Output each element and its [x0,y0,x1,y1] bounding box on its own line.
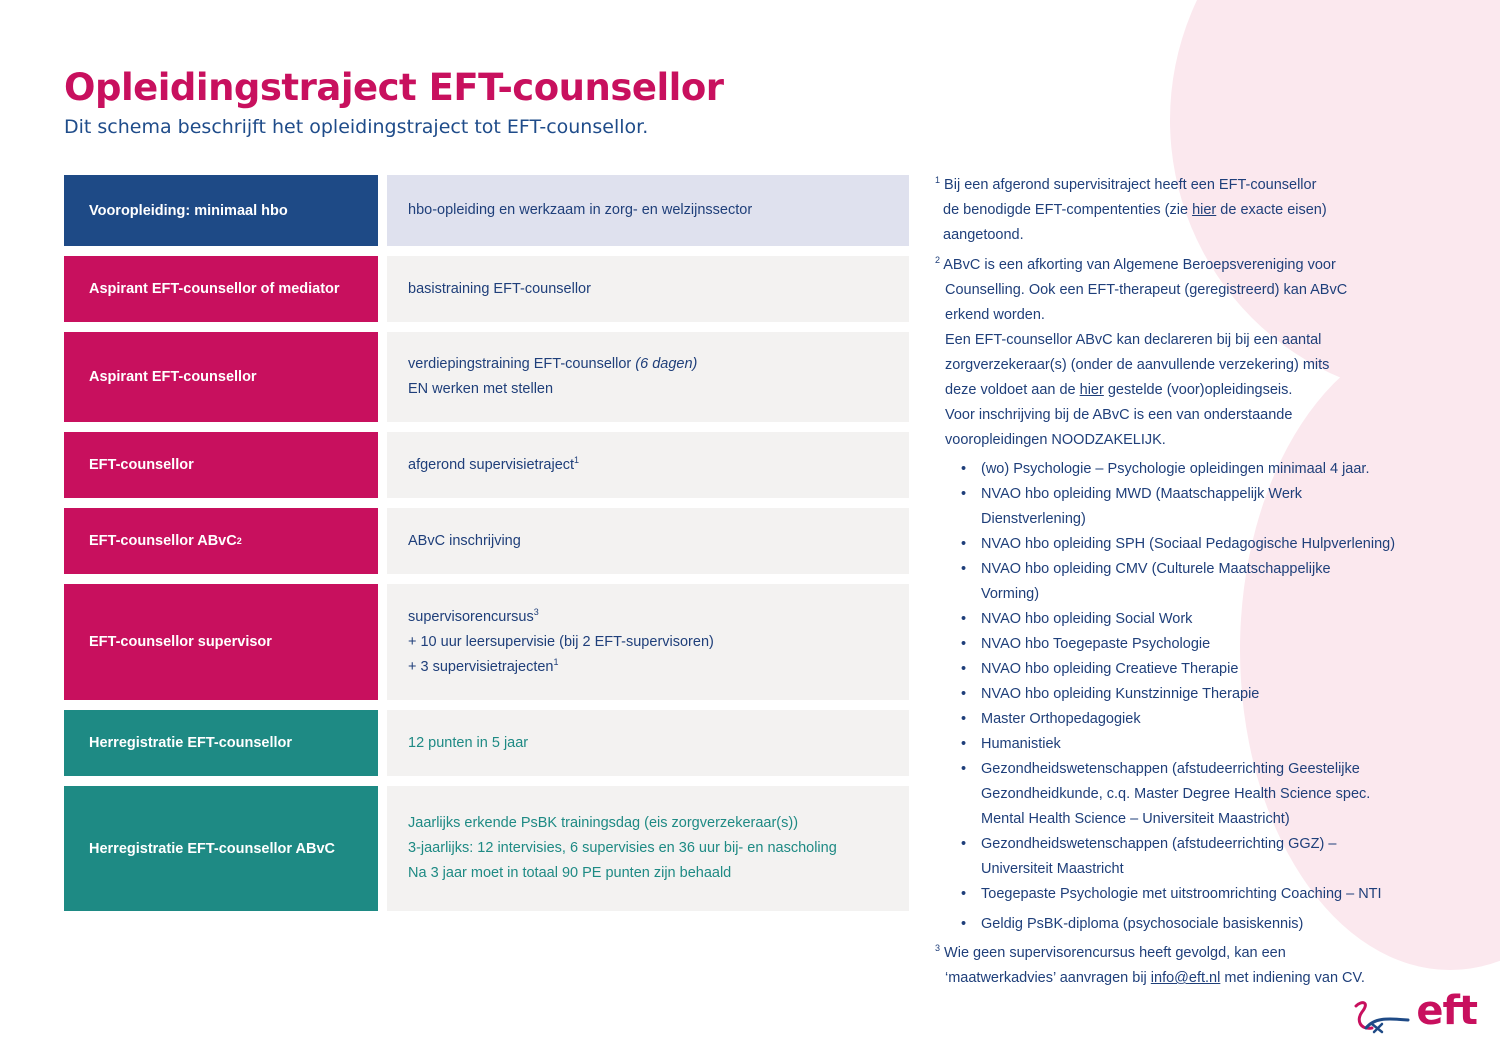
schema-label: Vooropleiding: minimaal hbo [64,175,378,246]
list-item: • NVAO hbo opleiding CMV (Culturele Maatschappelijke Vorming) [935,557,1455,607]
page-title: Opleidingstraject EFT-counsellor [64,66,724,109]
logo-text: eft [1416,988,1477,1034]
schema-cell [387,256,909,322]
schema-row-counsellor-abvc [64,508,909,574]
schema-cell [387,332,909,422]
footnote-text: Wie geen supervisorencursus heeft gevolgd, kan een [944,945,1286,961]
list-item: • Gezondheidswetenschappen (afstudeerrichting Geestelijke Gezondheidkunde, c.q. Master Degree Health Science spec. Mental Health Science – Universiteit Maastricht) [935,757,1455,832]
footnotes [935,173,1455,991]
footnote-text: de exacte eisen) [1216,202,1327,218]
footnote-marker: 2 [935,255,941,266]
schema-row-counsellor [64,432,909,498]
footnote-text: ‘maatwerkadvies’ aanvragen bij [945,970,1151,986]
schema-row-herregistratie [64,710,909,776]
list-item: • Master Orthopedagogiek [935,707,1455,732]
schema-cell-line: Na 3 jaar moet in totaal 90 PE punten zijn behaald [408,865,732,881]
schema-cell-line: 12 punten in 5 jaar [408,734,529,751]
schema-label-text: EFT-counsellor ABvC [89,533,237,549]
schema-label: EFT-counsellor [64,432,378,498]
list-item: • NVAO hbo opleiding Creatieve Therapie [935,657,1455,682]
schema-cell-line: + 10 uur leersupervisie (bij 2 EFT-supervisoren) [408,633,714,650]
schema-label: Herregistratie EFT-counsellor ABvC [64,786,378,911]
schema-cell-duration: (6 dagen) [635,356,698,372]
schema-label: EFT-counsellor ABvC 2 [64,508,378,574]
list-item: • NVAO hbo opleiding Kunstzinnige Therapie [935,682,1455,707]
schema-cell-line: 3-jaarlijks: 12 intervisies, 6 supervisies en 36 uur bij- en nascholing [408,840,837,856]
list-item: • NVAO hbo opleiding MWD (Maatschappelijk Werk Dienstverlening) [935,482,1455,532]
footnote-marker: 1 [574,454,580,465]
schema-cell-line: ABvC inschrijving [408,532,521,549]
list-item: • Geldig PsBK-diploma (psychosociale basiskennis) [935,912,1455,937]
schema-label: Aspirant EFT-counsellor of mediator [64,256,378,322]
footnote-text: zorgverzekeraar(s) (onder de aanvullende verzekering) mits [945,357,1330,373]
footnote-3 [935,941,1455,991]
schema-row-aspirant [64,332,909,422]
list-item: • NVAO hbo opleiding Social Work [935,607,1455,632]
schema-cell [387,584,909,700]
footnote-marker: 1 [553,656,559,667]
footnote-1 [935,173,1455,248]
schema-cell-line [408,655,909,680]
footnote-text: ABvC is een afkorting van Algemene Beroepsvereniging voor [943,257,1336,273]
email-link[interactable]: info@eft.nl [1150,970,1221,986]
schema-label: Herregistratie EFT-counsellor [64,710,378,776]
schema-cell-line: basistraining EFT-counsellor [408,280,591,297]
list-item: • Humanistiek [935,732,1455,757]
footnote-text: Voor inschrijving bij de ABvC is een van onderstaande [945,407,1293,423]
page-subtitle: Dit schema beschrijft het opleidingstraject tot EFT-counsellor. [64,116,649,138]
vooropleidingen-list [935,457,1455,937]
footnote-text: Bij een afgerond supervisitraject heeft een EFT-counsellor [944,177,1317,193]
footnote-2 [935,253,1455,453]
footnote-text: vooropleidingen NOODZAKELIJK. [945,432,1166,448]
schema-row-aspirant-mediator [64,256,909,322]
logo-mark-icon [1352,998,1414,1038]
footnote-text: Een EFT-counsellor ABvC kan declareren bij bij een aantal [945,332,1322,348]
schema-cell-text: verdiepingstraining EFT-counsellor [408,356,632,372]
schema-cell [387,432,909,498]
hier-link[interactable]: hier [1079,382,1104,398]
list-item: • (wo) Psychologie – Psychologie opleidingen minimaal 4 jaar. [935,457,1455,482]
schema-label: EFT-counsellor supervisor [64,584,378,700]
schema-cell-line [408,605,909,630]
schema-cell-text: + 3 supervisietrajecten [408,658,554,675]
schema-row-herregistratie-abvc [64,786,909,911]
footnote-text: Counselling. Ook een EFT-therapeut (geregistreerd) kan ABvC [945,282,1348,298]
footnote-text: deze voldoet aan de [945,382,1080,398]
schema-label: Aspirant EFT-counsellor [64,332,378,422]
footnote-marker: 3 [935,943,941,954]
schema-cell [387,710,909,776]
footnote-text: de benodigde EFT-compententies (zie [943,202,1193,218]
footnote-text: gestelde (voor)opleidingseis. [1103,382,1293,398]
footnote-text: aangetoond. [943,227,1024,243]
training-schema [64,175,909,921]
schema-cell-line: hbo-opleiding en werkzaam in zorg- en welzijnssector [408,202,753,218]
schema-row-vooropleiding [64,175,909,246]
footnote-marker: 3 [533,606,539,617]
schema-row-supervisor [64,584,909,700]
list-item: • Gezondheidswetenschappen (afstudeerrichting GGZ) – Universiteit Maastricht [935,832,1455,882]
footnote-text: erkend worden. [945,307,1045,323]
list-item: • Toegepaste Psychologie met uitstroomrichting Coaching – NTI [935,882,1455,907]
schema-cell-text: afgerond supervisietraject [408,456,575,473]
list-item: • NVAO hbo opleiding SPH (Sociaal Pedagogische Hulpverlening) [935,532,1455,557]
eft-logo [1352,988,1477,1039]
footnote-text: met indiening van CV. [1220,970,1365,986]
schema-cell-line: EN werken met stellen [408,381,554,397]
schema-cell-line: Jaarlijks erkende PsBK trainingsdag (eis zorgverzekeraar(s)) [408,815,799,831]
schema-cell [387,175,909,246]
footnote-marker: 1 [935,175,941,186]
schema-cell-line [408,453,909,478]
schema-cell [387,786,909,911]
schema-cell-text: supervisorencursus [408,608,534,625]
schema-cell-line [408,352,909,377]
list-item: • NVAO hbo Toegepaste Psychologie [935,632,1455,657]
schema-cell [387,508,909,574]
hier-link[interactable]: hier [1192,202,1217,218]
